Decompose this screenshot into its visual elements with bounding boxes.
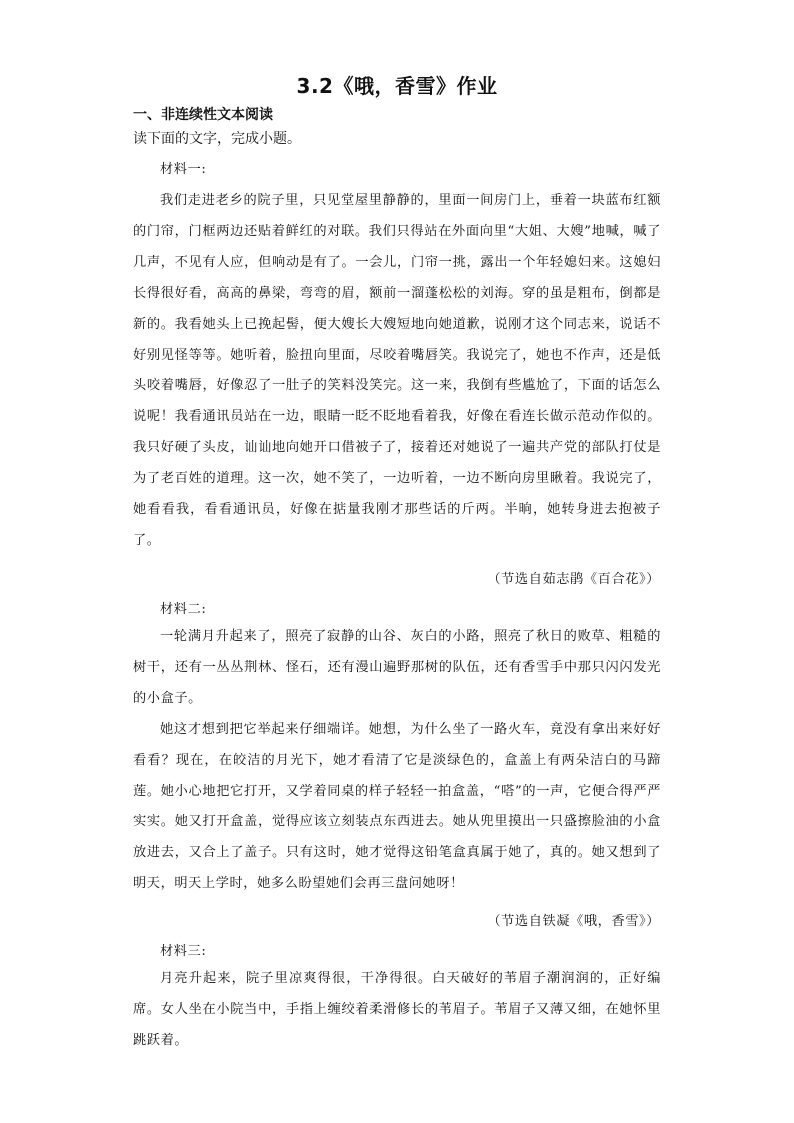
material-one-label: 材料一: — [160, 162, 207, 177]
material-three-body — [133, 964, 661, 1057]
material-three-paragraph: 月亮升起来，院子里凉爽得很，干净得很。白天破好的苇眉子潮润润的，正好编席。女人坐在小院当中，手指上缠绞着柔滑修长的苇眉子。苇眉子又薄又细，在她怀里跳跃着。 — [133, 971, 661, 1048]
material-two-paragraph-1: 一轮满月升起来了，照亮了寂静的山谷、灰白的小路，照亮了秋日的败草、粗糙的树干，还有一丛丛荆林、怪石，还有漫山遍野那树的队伍，还有香雪手中那只闪闪发光的小盒子。 — [133, 629, 661, 706]
material-one-body — [133, 186, 661, 557]
material-one-source: （节选自茹志鹃《百合花》） — [487, 572, 660, 587]
section-heading: 一、非连续性文本阅读 — [133, 107, 273, 123]
material-three-label: 材料三: — [160, 944, 207, 959]
material-one-paragraph: 我们走进老乡的院子里，只见堂屋里静静的，里面一间房门上，垂着一块蓝布红额的门帘，门框两边还贴着鲜红的对联。我们只得站在外面向里“大姐、大嫂”地喊，喊了几声，不见有人应，但响动是有了。一会儿，门帘一挑，露出一个年轻媳妇来。这媳妇长得很好看，高高的鼻梁，弯弯的眉，额前一溜蓬松松的刘海。穿的虽是粗布，倒都是新的。我看她头上已挽起髻，便大嫂长大嫂短地向她道歉，说刚才这个同志来，说话不好别见怪等等。她听着，脸扭向里面，尽咬着嘴唇笑。我说完了，她也不作声，还是低头咬着嘴唇，好像忍了一肚子的笑料没笑完。这一来，我倒有些尴尬了，下面的话怎么说呢！我看通讯员站在一边，眼睛一眨不眨地看着我，好像在看连长做示范动作似的。我只好硬了头皮，讪讪地向她开口借被子了，接着还对她说了一遍共产党的部队打仗是为了老百姓的道理。这一次，她不笑了，一边听着，一边不断向房里瞅着。我说完了，她看看我，看看通讯员，好像在掂量我刚才那些话的斤两。半晌，她转身进去抱被子了。 — [133, 193, 661, 548]
page-title: 3.2《哦，香雪》作业 — [296, 74, 498, 98]
material-two-body — [133, 622, 661, 900]
instruction-text: 读下面的文字，完成小题。 — [133, 131, 301, 147]
material-two-paragraph-2: 她这才想到把它举起来仔细端详。她想，为什么坐了一路火车，竟没有拿出来好好看看？现在，在皎洁的月光下，她才看清了它是淡绿色的，盒盖上有两朵洁白的马蹄莲。她小心地把它打开，又学着同桌的样子轻轻一拍盒盖，“嗒”的一声，它便合得严严实实。她又打开盒盖，觉得应该立刻装点东西进去。她从兜里摸出一只盛擦脸油的小盒放进去，又合上了盖子。只有这时，她才觉得这铅笔盒真属于她了，真的。她又想到了明天，明天上学时，她多么盼望她们会再三盘问她呀！ — [133, 721, 661, 892]
material-two-source: （节选自铁凝《哦，香雪》） — [487, 914, 660, 929]
material-two-label: 材料二: — [160, 602, 207, 617]
